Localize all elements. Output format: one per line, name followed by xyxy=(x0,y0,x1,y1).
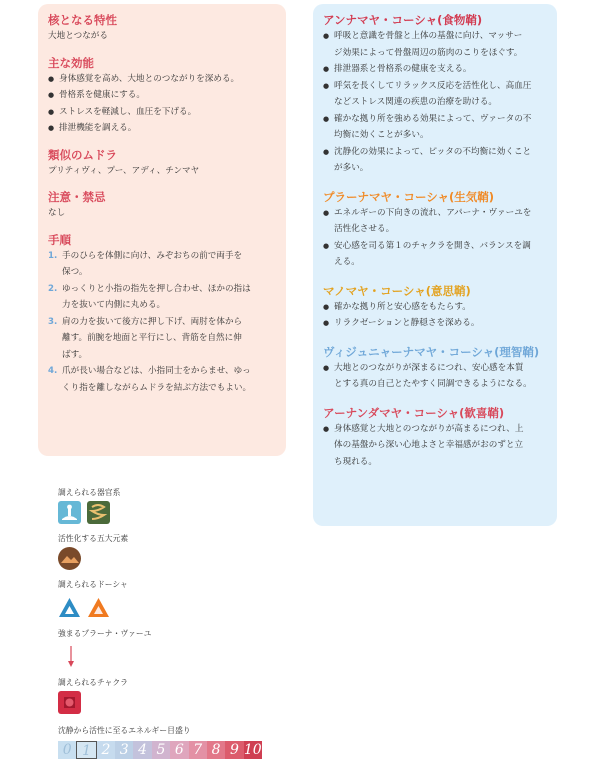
root-chakra-icon xyxy=(58,691,87,714)
doshas-label: 調えられるドーシャ xyxy=(58,580,128,589)
kosha-heading-vijnanamaya: ヴィジュニャーナマヤ・コーシャ(理智鞘) xyxy=(323,344,540,359)
organs-label: 調えられる器官系 xyxy=(58,488,121,497)
effects-heading: 主な効能 xyxy=(48,55,94,70)
step-item: 1. 手のひらを体側に向け、みぞおちの前で両手を 保つ。 xyxy=(48,248,276,281)
energy-step: 7 xyxy=(189,741,207,759)
kosha-heading-anandamaya: アーナンダマヤ・コーシャ(歓喜鞘) xyxy=(323,405,505,420)
kosha-item: ● リラクゼーションと静穏さを深める。 xyxy=(323,315,547,332)
energy-step: 0 xyxy=(58,741,76,759)
energy-scale xyxy=(58,741,262,759)
kosha-item: ● 大地とのつながりが深まるにつれ、安心感を本質 とする真の自己とたやすく同調できるようになる。 xyxy=(323,360,547,393)
step-number: 3. xyxy=(48,316,58,327)
steps-heading: 手順 xyxy=(48,232,71,247)
step-item: 4. 爪が長い場合などは、小指同士をからませ、ゆっ くり指を離しながらムドラを結ぶ方法でもよい。 xyxy=(48,363,276,396)
vata-dosha-icon xyxy=(58,596,81,619)
mudra-info-panel xyxy=(38,4,286,456)
apana-vayu-arrow-icon xyxy=(66,646,76,672)
kosha-item: ● 身体感覚と大地とのつながりが高まるにつれ、上 体の基盤から深い心地よさと幸福感がおのずと立 ち現れる。 xyxy=(323,421,547,471)
energy-label: 沈静から活性に至るエネルギー目盛り xyxy=(58,726,191,735)
energy-step: 8 xyxy=(207,741,225,759)
energy-step: 2 xyxy=(97,741,115,759)
kosha-list xyxy=(323,360,547,393)
similar-heading: 類似のムドラ xyxy=(48,147,117,162)
kosha-item: ● 安心感を司る第１のチャクラを開き、バランスを調 える。 xyxy=(323,238,547,271)
similar-text: プリティヴィ、プー、アディ、チンマヤ xyxy=(48,165,200,176)
chakra-label: 調えられるチャクラ xyxy=(58,678,128,687)
kosha-heading-annamaya: アンナマヤ・コーシャ(食物鞘) xyxy=(323,13,483,27)
effect-item: ● ストレスを軽減し、血圧を下げる。 xyxy=(48,104,276,121)
effect-item: ● 骨格系を健康にする。 xyxy=(48,87,276,104)
vayu-label: 強まるプラーナ・ヴァーユ xyxy=(58,629,152,638)
meditation-figure-icon xyxy=(58,501,81,524)
trait-text: 大地とつながる xyxy=(48,31,108,41)
effect-item: ● 身体感覚を高め、大地とのつながりを深める。 xyxy=(48,71,276,88)
kosha-item: ● 確かな拠り所と安心感をもたらす。 xyxy=(323,299,547,316)
dosha-icons xyxy=(58,596,116,619)
energy-step: 5 xyxy=(152,741,170,759)
effects-list xyxy=(48,71,276,137)
chakra-symbol xyxy=(58,691,81,714)
kosha-item: ● 排泄器系と骨格系の健康を支える。 xyxy=(323,61,547,78)
energy-step: 4 xyxy=(133,741,151,759)
energy-step: 3 xyxy=(115,741,133,759)
kosha-list xyxy=(323,299,547,332)
step-item: 3. 肩の力を抜いて後方に押し下げ、両肘を体から 離す。前腕を地面と平行にし、背筋を自然に伸 ばす。 xyxy=(48,314,276,364)
step-item: 2. ゆっくりと小指の指先を押し合わせ、ほかの指は 力を抜いて内側に丸める。 xyxy=(48,281,276,314)
kosha-heading-pranamaya: プラーナマヤ・コーシャ(生気鞘) xyxy=(323,189,495,204)
caution-text: なし xyxy=(48,208,66,218)
kosha-item: ● 呼吸と意識を骨盤と上体の基盤に向け、マッサー ジ効果によって骨盤周辺の筋肉のこりをほぐす。 xyxy=(323,28,547,61)
step-number: 4. xyxy=(48,366,58,376)
steps-list xyxy=(48,248,276,397)
energy-step: 9 xyxy=(225,741,243,759)
kosha-list xyxy=(323,28,547,177)
pitta-dosha-icon xyxy=(87,596,110,619)
intestine-icon xyxy=(87,501,110,524)
kosha-item: ● エネルギーの下向きの流れ、アパーナ・ヴァーユを 活性化させる。 xyxy=(323,205,547,238)
energy-step: 6 xyxy=(170,741,188,759)
organs-icons xyxy=(58,501,116,524)
kosha-list xyxy=(323,205,547,271)
kosha-heading-manomaya: マノマヤ・コーシャ(意思鞘) xyxy=(323,283,471,298)
trait-heading: 核となる特性 xyxy=(48,13,117,27)
kosha-list xyxy=(323,421,547,471)
earth-element-icon xyxy=(58,547,81,570)
caution-heading: 注意・禁忌 xyxy=(48,190,106,204)
kosha-item: ● 呼気を長くしてリラックス反応を活性化し、高血圧 などストレス関連の疾患の治療を助ける。 xyxy=(323,78,547,111)
step-number: 1. xyxy=(48,250,58,261)
element-icons xyxy=(58,547,87,570)
step-number: 2. xyxy=(48,283,58,294)
kosha-panel xyxy=(313,4,557,526)
kosha-item: ● 確かな拠り所を強める効果によって、ヴァータの不 均衡に効くことが多い。 xyxy=(323,111,547,144)
effect-item: ● 排泄機能を調える。 xyxy=(48,120,276,137)
energy-step: 10 xyxy=(243,742,262,758)
energy-step-selected: 1 xyxy=(76,741,96,759)
kosha-item: ● 沈静化の効果によって、ピッタの不均衡に効くこと が多い。 xyxy=(323,144,547,177)
elements-label: 活性化する五大元素 xyxy=(58,534,129,543)
